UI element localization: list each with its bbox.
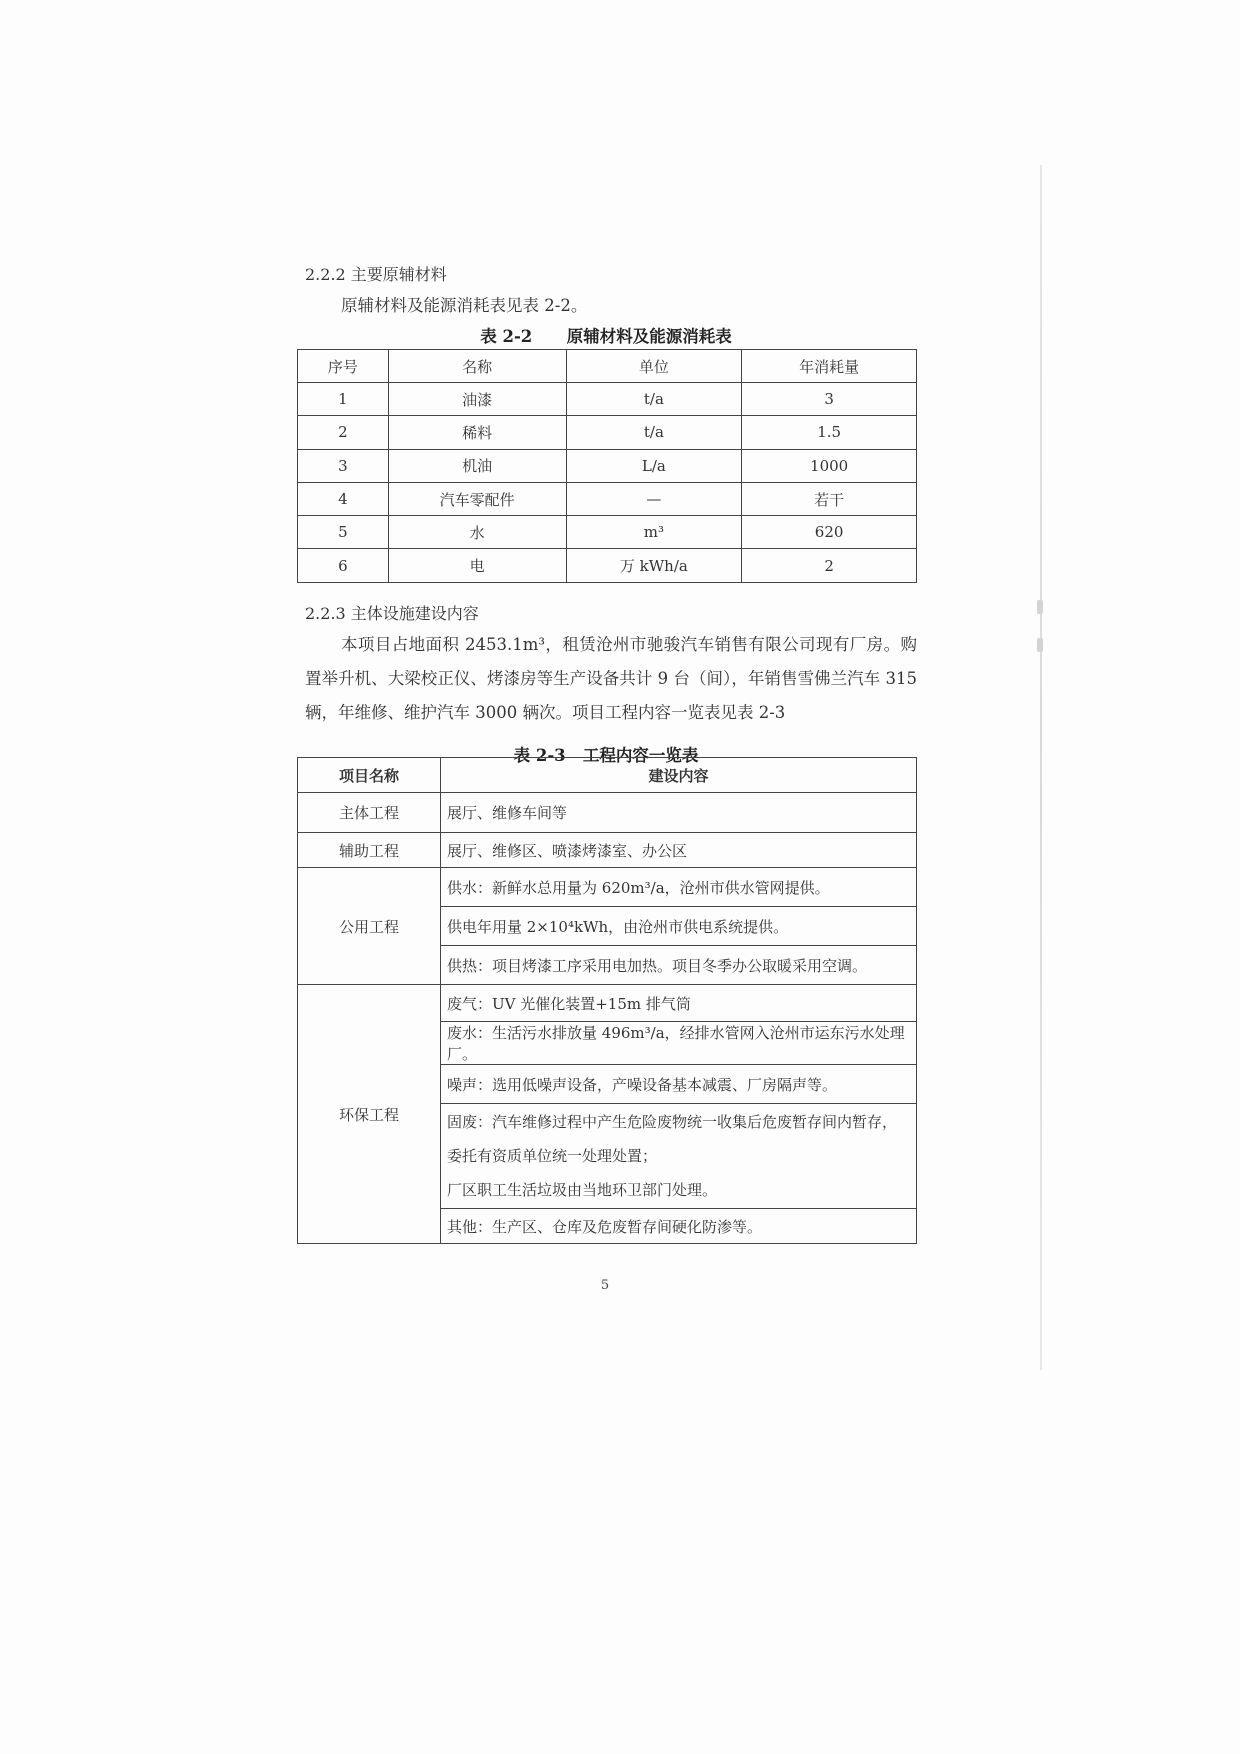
cell-name: 油漆 — [388, 383, 566, 416]
cell-name: 电 — [388, 549, 566, 582]
table-row — [298, 868, 917, 907]
content-line: 委托有资质单位统一处理处置； — [447, 1147, 658, 1165]
header-cell-name: 名称 — [388, 350, 566, 383]
header-cell-project: 项目名称 — [298, 758, 441, 793]
cell-unit: 万 kWh/a — [566, 549, 742, 582]
table-row — [298, 833, 917, 868]
cell-index: 1 — [298, 383, 389, 416]
scan-edge-line — [1040, 165, 1042, 1370]
content-cell: 供水：新鲜水总用量为 620m³/a，沧州市供水管网提供。 — [441, 868, 917, 907]
cell-unit: t/a — [566, 416, 742, 449]
cell-consumption: 1000 — [742, 449, 917, 482]
content-cell: 供电年用量 2×10⁴kWh，由沧州市供电系统提供。 — [441, 907, 917, 946]
cell-index: 2 — [298, 416, 389, 449]
category-cell: 环保工程 — [298, 985, 441, 1244]
table-header-row — [298, 350, 917, 383]
cell-index: 3 — [298, 449, 389, 482]
table-2-3-caption: 表 2-3 工程内容一览表 — [513, 746, 699, 765]
content-cell: 展厅、维修车间等 — [441, 793, 917, 833]
section-paragraph-223 — [305, 628, 917, 730]
cell-unit: m³ — [566, 516, 742, 549]
cell-consumption: 2 — [742, 549, 917, 582]
table-2-2-caption: 表 2-2 原辅材料及能源消耗表 — [480, 327, 732, 346]
scan-edge-mark — [1037, 638, 1043, 652]
table-row — [298, 516, 917, 549]
paragraph-text: 本项目占地面积 2453.1m³，租赁沧州市驰骏汽车销售有限公司现有厂房。购置举升机、大梁校正仪、烤漆房等生产设备共计 9 台（间），年销售雪佛兰汽车 315 辆，年维修、维护汽车 3000 辆次。项目工程内容一览表见表 2-3 — [305, 635, 917, 722]
header-cell-consumption: 年消耗量 — [742, 350, 917, 383]
page-number: 5 — [600, 1278, 610, 1293]
section-heading-222: 2.2.2 主要原辅材料 — [305, 265, 447, 284]
header-cell-index: 序号 — [298, 350, 389, 383]
cell-name: 汽车零配件 — [388, 482, 566, 515]
header-cell-unit: 单位 — [566, 350, 742, 383]
cell-consumption: 若干 — [742, 482, 917, 515]
cell-unit: — — [566, 482, 742, 515]
header-cell-content: 建设内容 — [441, 758, 917, 793]
cell-consumption: 1.5 — [742, 416, 917, 449]
table-row — [298, 383, 917, 416]
section-intro-222: 原辅材料及能源消耗表见表 2-2。 — [341, 296, 588, 315]
table-row — [298, 985, 917, 1022]
content-line: 固废：汽车维修过程中产生危险废物统一收集后危废暂存间内暂存， — [447, 1113, 898, 1131]
cell-name: 水 — [388, 516, 566, 549]
table-row — [298, 482, 917, 515]
table-row — [298, 549, 917, 582]
content-cell — [441, 1104, 917, 1209]
content-cell: 噪声：选用低噪声设备，产噪设备基本减震、厂房隔声等。 — [441, 1065, 917, 1104]
cell-name: 稀料 — [388, 416, 566, 449]
cell-consumption: 620 — [742, 516, 917, 549]
table-row — [298, 793, 917, 833]
cell-index: 5 — [298, 516, 389, 549]
content-cell: 废水：生活污水排放量 496m³/a，经排水管网入沧州市运东污水处理厂。 — [441, 1022, 917, 1065]
table-2-2 — [297, 349, 917, 583]
cell-name: 机油 — [388, 449, 566, 482]
category-cell: 公用工程 — [298, 868, 441, 985]
cell-unit: t/a — [566, 383, 742, 416]
cell-index: 6 — [298, 549, 389, 582]
category-cell: 主体工程 — [298, 793, 441, 833]
content-cell: 展厅、维修区、喷漆烤漆室、办公区 — [441, 833, 917, 868]
scan-edge-mark — [1037, 600, 1043, 614]
content-cell: 供热：项目烤漆工序采用电加热。项目冬季办公取暖采用空调。 — [441, 946, 917, 985]
section-heading-223: 2.2.3 主体设施建设内容 — [305, 604, 479, 623]
cell-consumption: 3 — [742, 383, 917, 416]
content-cell: 废气：UV 光催化装置+15m 排气筒 — [441, 985, 917, 1022]
cell-unit: L/a — [566, 449, 742, 482]
table-row — [298, 449, 917, 482]
category-cell: 辅助工程 — [298, 833, 441, 868]
table-header-row — [298, 758, 917, 793]
content-cell: 其他：生产区、仓库及危废暂存间硬化防渗等。 — [441, 1209, 917, 1244]
content-line: 厂区职工生活垃圾由当地环卫部门处理。 — [447, 1181, 718, 1199]
cell-index: 4 — [298, 482, 389, 515]
table-2-3 — [297, 757, 917, 1244]
table-row — [298, 416, 917, 449]
